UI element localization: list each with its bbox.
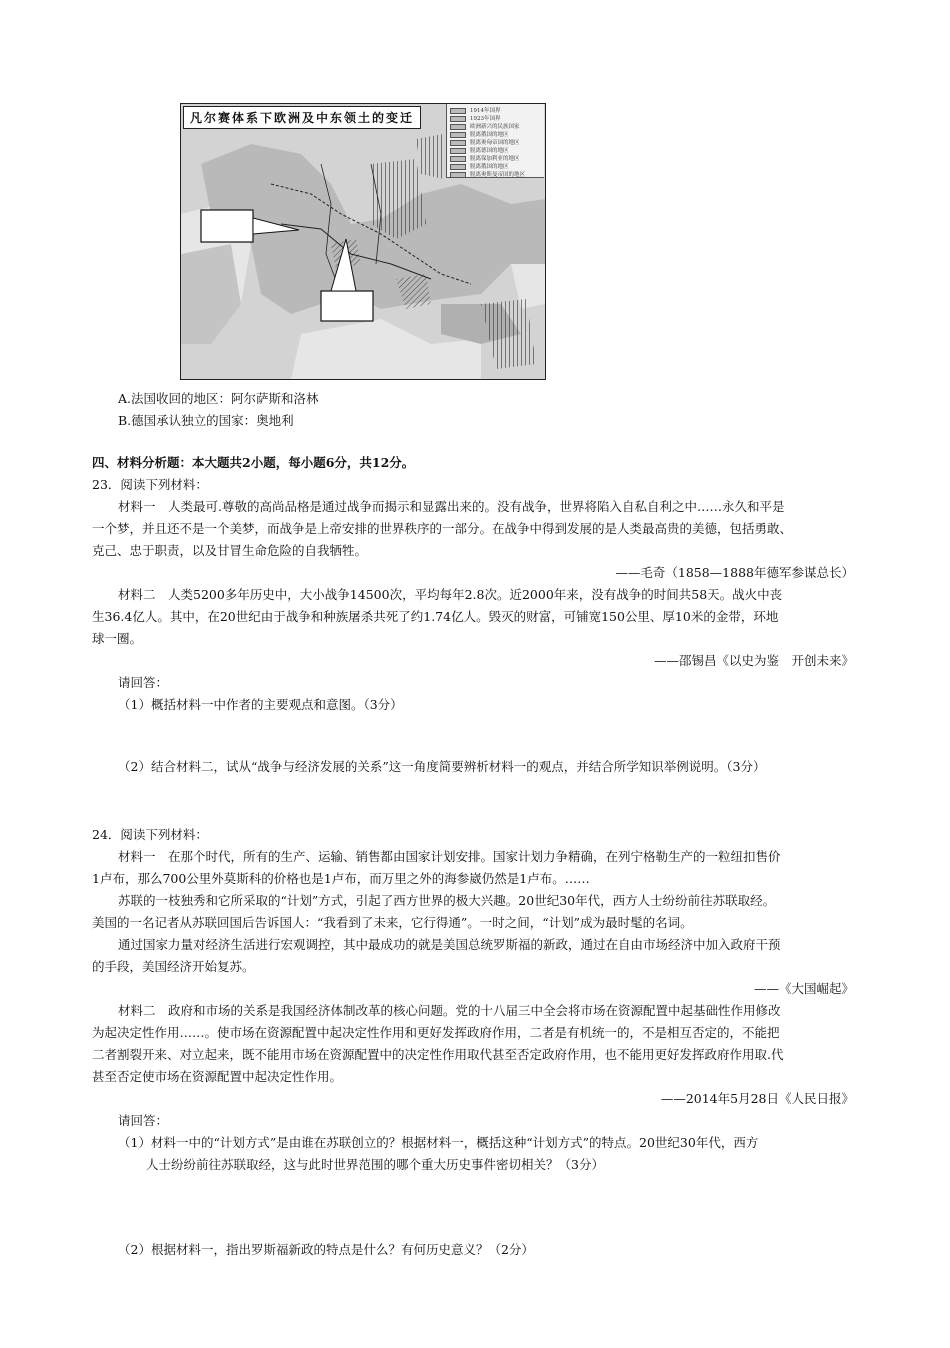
- q23-material1-source: ——毛奇（1858—1888年德军参谋总长）: [615, 565, 854, 580]
- legend-item: 欧洲新兴的民族国家: [450, 122, 520, 130]
- q24-material1-line: 的手段，美国经济开始复苏。: [92, 959, 255, 974]
- q23-material1-line: 克己、忠于职责，以及甘冒生命危险的自我牺牲。: [92, 543, 368, 558]
- q24-material1-line: 通过国家力量对经济生活进行宏观调控，其中最成功的就是美国总统罗斯福的新政，通过在自由市场经济中加入政府干预: [118, 937, 781, 952]
- legend-item: 脱离德国的地区: [450, 146, 509, 154]
- section-heading: 四、材料分析题：本大题共2小题，每小题6分，共12分。: [92, 455, 415, 470]
- q24-subquestion-1: （1）材料一中的“计划方式”是由谁在苏联创立的？根据材料一，概括这种“计划方式”的特点。20世纪30年代，西方: [118, 1135, 759, 1150]
- versailles-map: [180, 103, 546, 380]
- q24-material2-line: 甚至否定使市场在资源配置中起决定性作用。: [92, 1069, 343, 1084]
- q23-material2-line: 材料二 人类5200多年历史中，大小战争14500次，平均每年2.8次。近2000年来，没有战争的时间共58天。战火中丧: [118, 587, 783, 602]
- q23-subquestion-2: （2）结合材料二，试从“战争与经济发展的关系”这一角度简要辨析材料一的观点，并结合所学知识举例说明。（3分）: [118, 759, 766, 774]
- q24-material1-line: 1卢布，那么700公里外莫斯科的价格也是1卢布，而万里之外的海参崴仍然是1卢布。……: [92, 871, 590, 886]
- legend-item: 脱离奥斯曼帝国的地区: [450, 170, 525, 178]
- legend-item: 脱离奥匈帝国的地区: [450, 138, 520, 146]
- q24-material1-line: 苏联的一枝独秀和它所采取的“计划”方式，引起了西方世界的极大兴趣。20世纪30年代，西方人士纷纷前往苏联取经。: [118, 893, 776, 908]
- q23-material1-line: 材料一 人类最可.尊敬的高尚品格是通过战争而揭示和显露出来的。没有战争，世界将陷入自私自利之中……永久和平是: [118, 499, 785, 514]
- option-a: A.法国收回的地区：阿尔萨斯和洛林: [118, 391, 319, 406]
- q23-ask: 请回答：: [118, 675, 169, 690]
- q23-material1-line: 一个梦，并且还不是一个美梦，而战争是上帝安排的世界秩序的一部分。在战争中得到发展的是人类最高贵的美德，包括勇敢、: [92, 521, 793, 536]
- q24-subquestion-1-cont: 人士纷纷前往苏联取经，这与此时世界范围的哪个重大历史事件密切相关？（3分）: [146, 1157, 604, 1172]
- q23-material2-line: 球一圈。: [92, 631, 143, 646]
- q24-material2-line: 二者割裂开来、对立起来，既不能用市场在资源配置中的决定性作用取代甚至否定政府作用，也不能用更好发挥政府作用取.代: [92, 1047, 784, 1062]
- legend-item: 脱离俄国的地区: [450, 162, 509, 170]
- map-title: 凡尔赛体系下欧洲及中东领土的变迁: [183, 106, 421, 129]
- q23-material2-line: 生36.4亿人。其中，在20世纪由于战争和种族屠杀共死了约1.74亿人。毁灭的财富，可铺宽150公里、厚10米的金带，环地: [92, 609, 779, 624]
- option-b: B.德国承认独立的国家：奥地利: [118, 413, 294, 428]
- q24-material1-line: 材料一 在那个时代，所有的生产、运输、销售都由国家计划安排。国家计划力争精确，在列宁格勒生产的一粒纽扣售价: [118, 849, 781, 864]
- q24-material1-source: ——《大国崛起》: [753, 981, 854, 996]
- map-legend: [446, 104, 544, 178]
- q24-material2-source: ——2014年5月28日《人民日报》: [660, 1091, 854, 1106]
- q24-material2-line: 材料二 政府和市场的关系是我国经济体制改革的核心问题。党的十八届三中全会将市场在资源配置中起基础性作用修改: [118, 1003, 781, 1018]
- legend-item: 1923年国界: [450, 114, 501, 122]
- q24-subquestion-2: （2）根据材料一，指出罗斯福新政的特点是什么？有何历史意义？（2分）: [118, 1242, 534, 1257]
- legend-item: 1914年国界: [450, 106, 501, 114]
- q23-material2-source: ——邵锡昌《以史为鉴 开创未来》: [653, 653, 854, 668]
- q24-material1-line: 美国的一名记者从苏联回国后告诉国人：“我看到了未来，它行得通”。一时之间，“计划”成为最时髦的名词。: [92, 915, 693, 930]
- q24-ask: 请回答：: [118, 1113, 169, 1128]
- question-23-number: 23．阅读下列材料：: [92, 477, 208, 492]
- legend-item: 脱离俄国的地区: [450, 130, 509, 138]
- q24-material2-line: 为起决定性作用……。使市场在资源配置中起决定性作用和更好发挥政府作用，二者是有机统一的，不是相互否定的，不能把: [92, 1025, 780, 1040]
- legend-item: 脱离保加利亚的地区: [450, 154, 520, 162]
- question-24-number: 24．阅读下列材料：: [92, 827, 208, 842]
- q23-subquestion-1: （1）概括材料一中作者的主要观点和意图。（3分）: [118, 697, 403, 712]
